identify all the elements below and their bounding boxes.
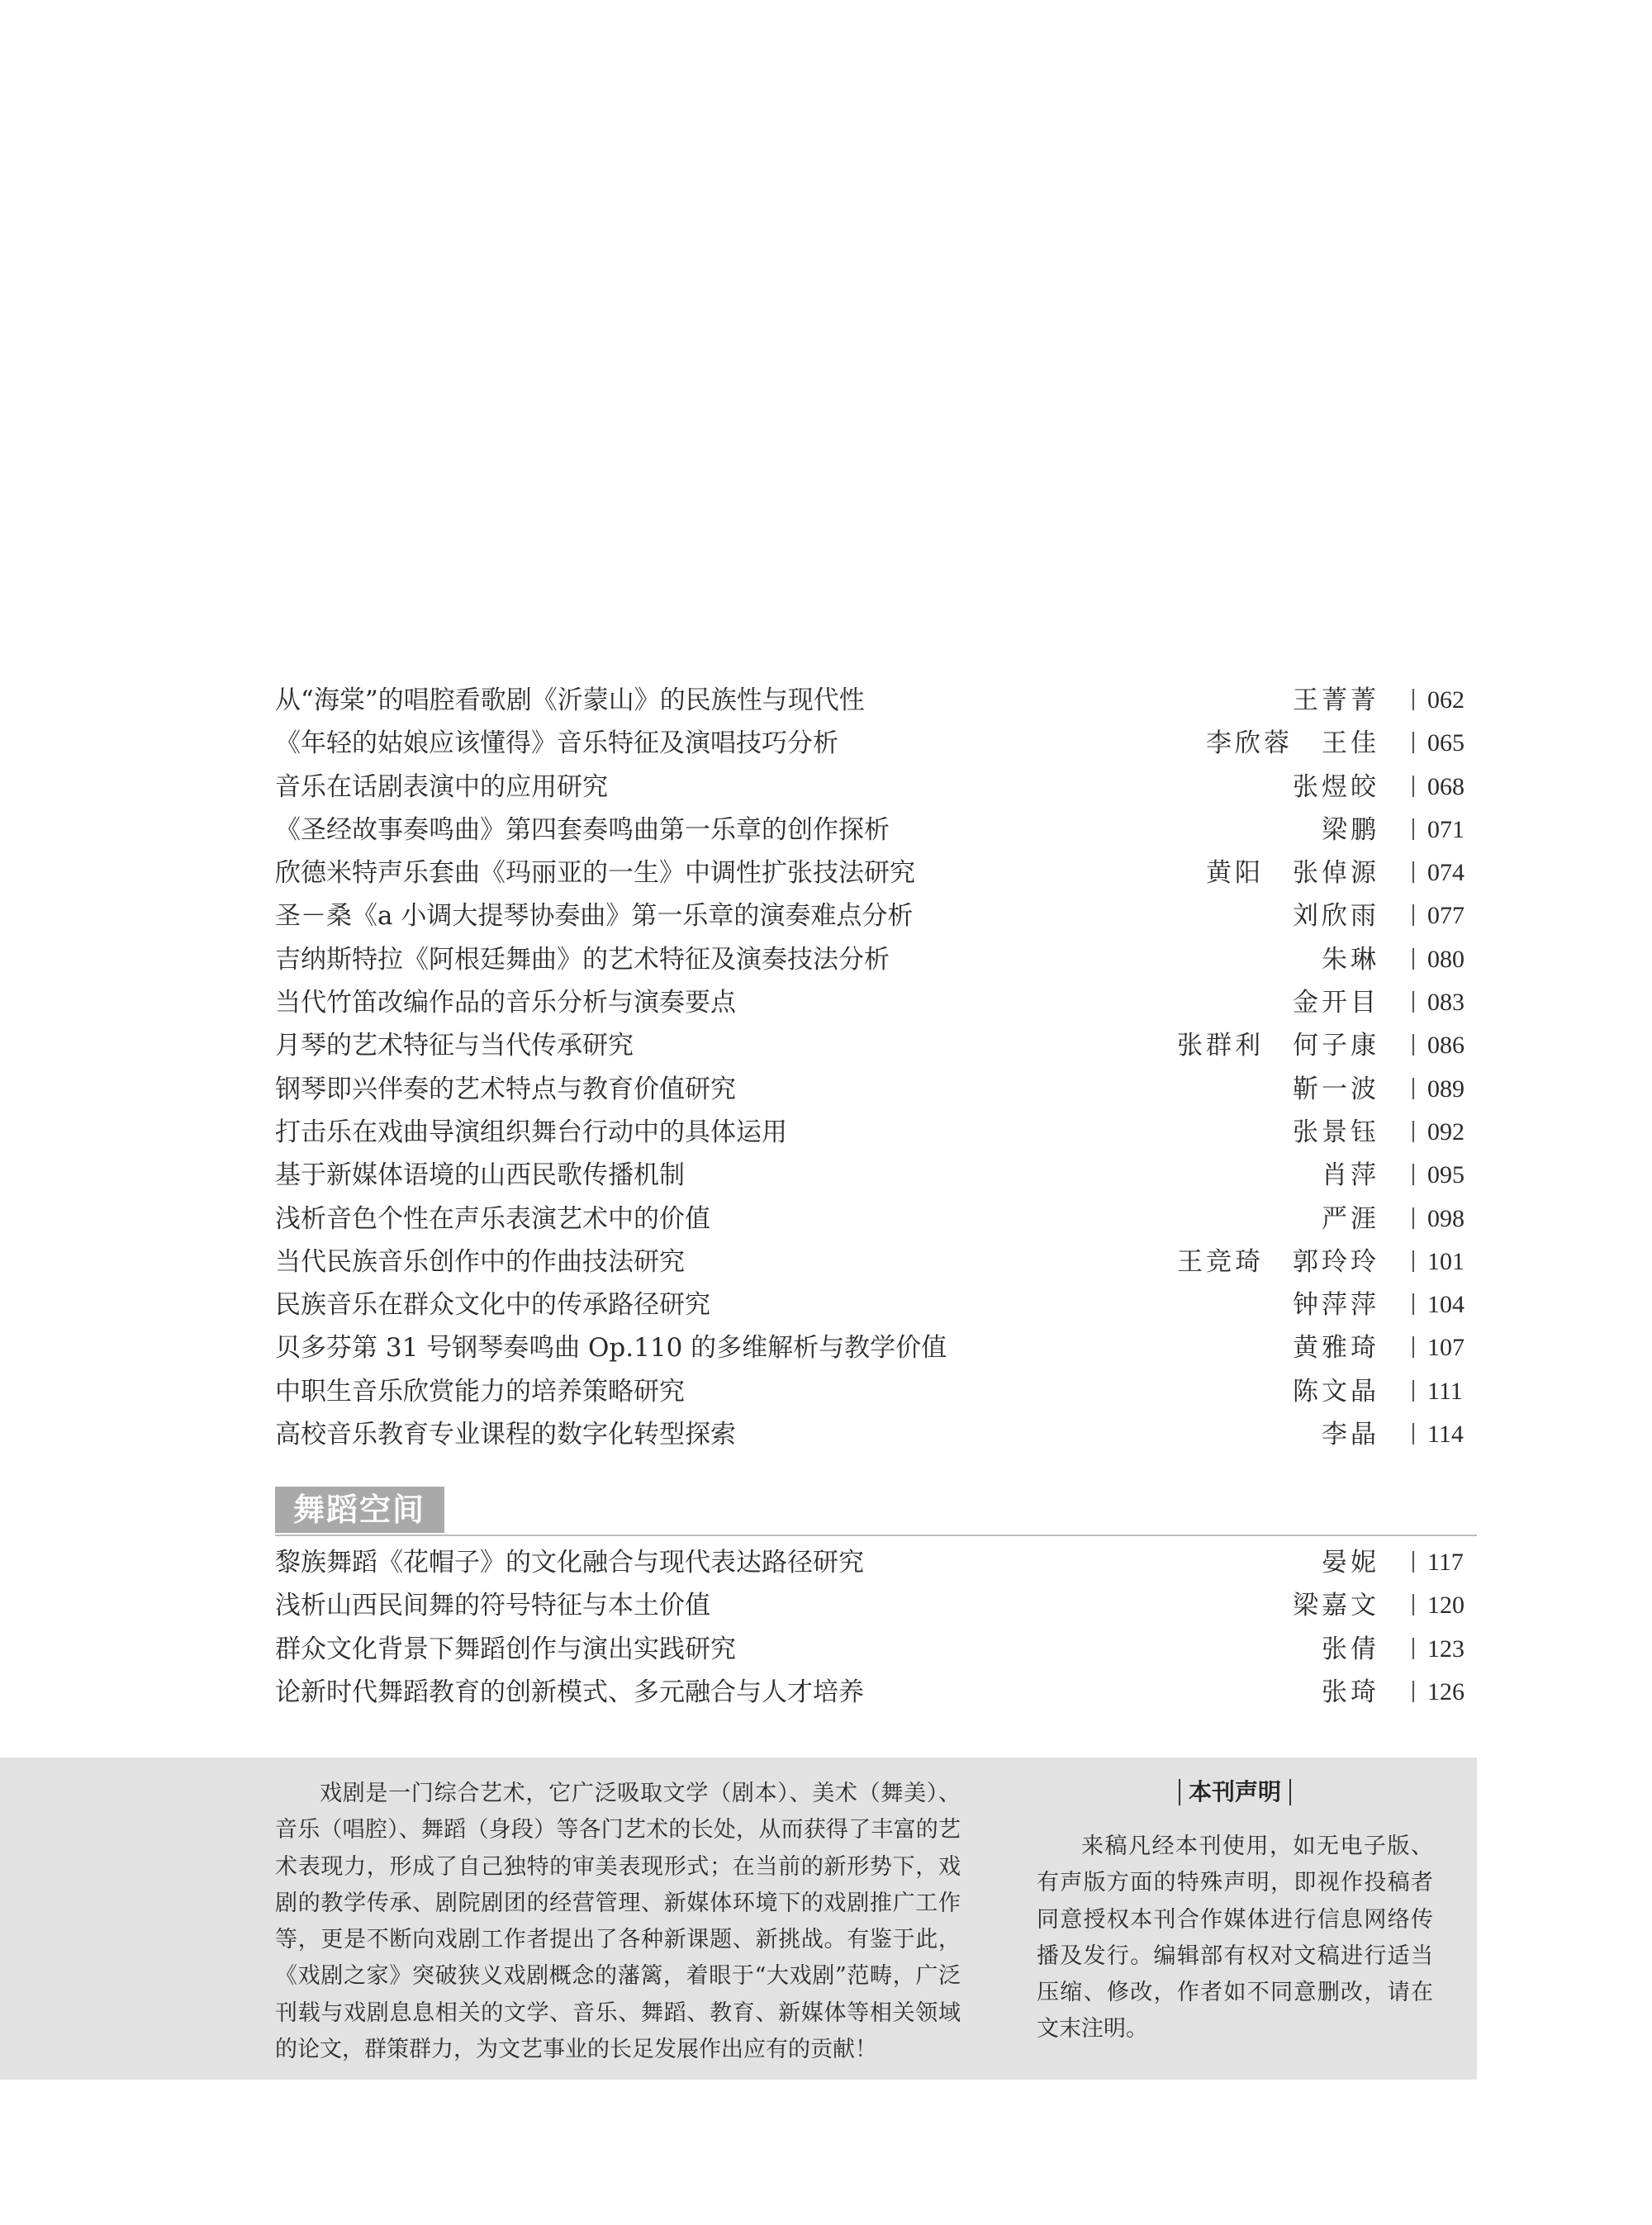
entry-title: 浅析音色个性在声乐表演艺术中的价值: [275, 1203, 710, 1234]
entry-title: 论新时代舞蹈教育的创新模式、多元融合与人才培养: [275, 1677, 864, 1707]
toc-entry[interactable]: [275, 766, 1477, 809]
entry-title: 钢琴即兴伴奏的艺术特点与教育价值研究: [275, 1074, 736, 1104]
entry-page: 126: [1412, 1671, 1464, 1714]
notice-heading: [1037, 1776, 1433, 1809]
entry-page: 077: [1412, 894, 1464, 937]
toc-entry[interactable]: [275, 1326, 1477, 1369]
entry-author: 张倩: [1322, 1634, 1379, 1664]
toc-entry[interactable]: [275, 1241, 1477, 1283]
toc-entry[interactable]: [275, 852, 1477, 894]
toc-entry[interactable]: [275, 981, 1477, 1024]
toc-entry[interactable]: [275, 1671, 1477, 1714]
entry-page: 062: [1412, 679, 1464, 722]
entry-title: 浅析山西民间舞的符号特征与本土价值: [275, 1591, 710, 1621]
entry-page: 120: [1412, 1584, 1464, 1627]
section-heading: 舞蹈空间: [275, 1487, 444, 1533]
entry-author: 严涯: [1322, 1203, 1379, 1234]
entry-page: 092: [1412, 1111, 1464, 1154]
entry-author: 张群利 何子康: [1177, 1031, 1379, 1061]
entry-title: 打击乐在戏曲导演组织舞台行动中的具体运用: [275, 1117, 787, 1147]
toc-dance-list: [275, 1541, 1477, 1714]
entry-author: 王菁菁: [1293, 686, 1379, 715]
toc-entry[interactable]: [275, 894, 1477, 937]
toc-music-list: [275, 679, 1477, 1456]
entry-author: 金开目: [1293, 988, 1379, 1018]
entry-author: 王竞琦 郭玲玲: [1177, 1246, 1379, 1277]
entry-title: 《年轻的姑娘应该懂得》音乐特征及演唱技巧分析: [275, 728, 838, 759]
entry-page: 123: [1412, 1628, 1464, 1671]
entry-page: 074: [1412, 852, 1464, 894]
entry-author: 黄雅琦: [1293, 1333, 1379, 1364]
journal-intro-text: 戏剧是一门综合艺术，它广泛吸取文学（剧本）、美术（舞美）、音乐（唱腔）、舞蹈（身段）等各门艺术的长处，从而获得了丰富的艺术表现力，形成了自己独特的审美表现形式；在当前的新形势下，戏剧的教学传承、剧院剧团的经营管理、新媒体环境下的戏剧推广工作等，更是不断向戏剧工作者提出了各种新课题、新挑战。有鉴于此，《戏剧之家》突破狭义戏剧概念的藩篱，着眼于“大戏剧”范畴，广泛刊载与戏剧息息相关的文学、音乐、舞蹈、教育、新媒体等相关领域的论文，群策群力，为文艺事业的长足发展作出应有的贡献！: [275, 1781, 961, 2063]
entry-author: 梁嘉文: [1293, 1591, 1379, 1621]
entry-title: 音乐在话剧表演中的应用研究: [275, 771, 608, 802]
toc-entry[interactable]: [275, 1628, 1477, 1671]
entry-author: 黄阳 张倬源: [1206, 858, 1379, 889]
toc-entry[interactable]: [275, 1370, 1477, 1413]
entry-page: 065: [1412, 722, 1464, 765]
entry-author: 李欣蓉 王佳: [1206, 728, 1379, 759]
toc-entry[interactable]: [275, 1584, 1477, 1627]
entry-page: 101: [1412, 1241, 1464, 1283]
entry-title: 黎族舞蹈《花帽子》的文化融合与现代表达路径研究: [275, 1548, 864, 1577]
toc-entry[interactable]: [275, 1154, 1477, 1197]
toc-entry[interactable]: [275, 1283, 1477, 1326]
toc-entry[interactable]: [275, 1198, 1477, 1241]
entry-author: 靳一波: [1293, 1074, 1379, 1104]
toc-entry[interactable]: [275, 809, 1477, 852]
entry-title: 《圣经故事奏鸣曲》第四套奏鸣曲第一乐章的创作探析: [275, 814, 890, 845]
entry-title: 吉纳斯特拉《阿根廷舞曲》的艺术特征及演奏技法分析: [275, 944, 890, 975]
footer-panel: [0, 1758, 1477, 2080]
entry-title: 民族音乐在群众文化中的传承路径研究: [275, 1290, 710, 1321]
entry-page: 071: [1412, 809, 1464, 852]
entry-author: 刘欣雨: [1293, 901, 1379, 932]
entry-title: 高校音乐教育专业课程的数字化转型探索: [275, 1420, 736, 1450]
entry-page: 068: [1412, 766, 1464, 809]
entry-title: 当代竹笛改编作品的音乐分析与演奏要点: [275, 988, 736, 1018]
notice-title: 本刊声明: [1179, 1779, 1291, 1805]
section-divider: [275, 1535, 1477, 1536]
entry-author: 张景钰: [1293, 1117, 1379, 1147]
entry-page: 117: [1412, 1541, 1464, 1584]
entry-page: 111: [1412, 1370, 1463, 1413]
entry-page: 098: [1412, 1198, 1464, 1241]
entry-title: 从“海棠”的唱腔看歌剧《沂蒙山》的民族性与现代性: [275, 686, 865, 715]
entry-title: 中职生音乐欣赏能力的培养策略研究: [275, 1376, 685, 1407]
entry-author: 朱琳: [1322, 944, 1379, 975]
entry-author: 钟萍萍: [1293, 1290, 1379, 1321]
entry-page: 107: [1412, 1326, 1464, 1369]
toc-entry[interactable]: [275, 1111, 1477, 1154]
entry-title: 圣－桑《a 小调大提琴协奏曲》第一乐章的演奏难点分析: [275, 901, 914, 932]
entry-author: 李晶: [1322, 1420, 1379, 1450]
entry-title: 贝多芬第 31 号钢琴奏鸣曲 Op.110 的多维解析与教学价值: [275, 1333, 947, 1364]
toc-entry[interactable]: [275, 1541, 1477, 1584]
entry-author: 晏妮: [1322, 1548, 1379, 1577]
entry-title: 欣德米特声乐套曲《玛丽亚的一生》中调性扩张技法研究: [275, 858, 915, 889]
entry-title: 月琴的艺术特征与当代传承研究: [275, 1031, 634, 1061]
entry-author: 陈文晶: [1293, 1376, 1379, 1407]
journal-notice: [1037, 1776, 1433, 2048]
entry-title: 当代民族音乐创作中的作曲技法研究: [275, 1246, 685, 1277]
entry-author: 肖萍: [1322, 1160, 1379, 1191]
notice-text: 来稿凡经本刊使用，如无电子版、有声版方面的特殊声明，即视作投稿者同意授权本刊合作媒体进行信息网络传播及发行。编辑部有权对文稿进行适当压缩、修改，作者如不同意删改，请在文末注明。: [1037, 1834, 1433, 2042]
toc-entry[interactable]: [275, 679, 1477, 722]
entry-page: 104: [1412, 1283, 1464, 1326]
entry-page: 089: [1412, 1068, 1464, 1111]
entry-title: 基于新媒体语境的山西民歌传播机制: [275, 1160, 685, 1191]
entry-author: 张煜皎: [1293, 771, 1379, 802]
toc-entry[interactable]: [275, 1024, 1477, 1067]
entry-author: 张琦: [1322, 1677, 1379, 1707]
toc-entry[interactable]: [275, 1068, 1477, 1111]
entry-page: 114: [1412, 1413, 1464, 1456]
entry-page: 080: [1412, 938, 1464, 981]
entry-page: 083: [1412, 981, 1464, 1024]
toc-entry[interactable]: [275, 938, 1477, 981]
entry-title: 群众文化背景下舞蹈创作与演出实践研究: [275, 1634, 736, 1664]
toc-entry[interactable]: [275, 1413, 1477, 1456]
entry-page: 086: [1412, 1024, 1464, 1067]
entry-page: 095: [1412, 1154, 1464, 1197]
toc-entry[interactable]: [275, 722, 1477, 765]
entry-author: 梁鹏: [1322, 814, 1379, 845]
section-header-dance: [275, 1487, 1477, 1536]
